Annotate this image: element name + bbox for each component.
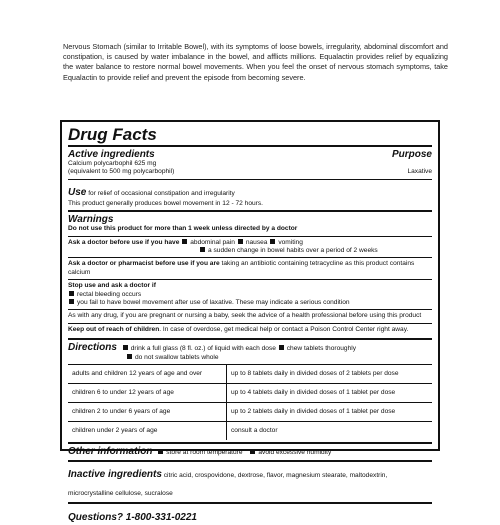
stop-use-block bbox=[68, 279, 432, 309]
keep-out-label: Keep out of reach of children bbox=[68, 325, 160, 333]
table-row bbox=[68, 384, 432, 403]
age-cell: children under 2 years of age bbox=[68, 422, 227, 441]
ask-pharmacist-block bbox=[68, 257, 432, 279]
ask-doctor-label: Ask a doctor before use if you have bbox=[68, 238, 180, 246]
use-text: for relief of occasional constipation and irregularity bbox=[86, 189, 235, 197]
ask-item: vomiting bbox=[278, 238, 303, 246]
directions-heading: Directions bbox=[68, 342, 117, 354]
bullet-icon bbox=[127, 354, 132, 359]
bullet-icon bbox=[200, 247, 205, 252]
stop-item: you fail to have bowel movement after use of laxative. These may indicate a serious condition bbox=[77, 299, 350, 307]
use-section bbox=[68, 180, 432, 212]
directions-section bbox=[68, 340, 432, 444]
dosage-table bbox=[68, 364, 432, 440]
ask-pharmacist-text: taking an antibiotic containing tetracycline as this product contains calcium bbox=[68, 260, 415, 276]
direction-item: drink a full glass (8 fl. oz.) of liquid with each dose bbox=[130, 345, 276, 353]
bullet-icon bbox=[123, 345, 128, 350]
pregnancy-warning: As with any drug, if you are pregnant or nursing a baby, seek the advice of a health professional before using this product bbox=[68, 309, 432, 322]
dose-cell: consult a doctor bbox=[227, 422, 433, 441]
purpose-value: Laxative bbox=[407, 168, 432, 176]
age-cell: adults and children 12 years of age and over bbox=[68, 365, 227, 384]
ask-item: abdominal pain bbox=[190, 238, 235, 246]
bullet-icon bbox=[69, 299, 74, 304]
bullet-icon bbox=[250, 449, 255, 454]
drug-facts-title: Drug Facts bbox=[68, 126, 432, 147]
other-information-heading: Other information bbox=[68, 446, 153, 458]
stop-item: rectal bleeding occurs bbox=[77, 290, 142, 298]
active-ingredients-section bbox=[68, 147, 432, 180]
dose-cell: up to 4 tablets daily in divided doses of 1 tablet per dose bbox=[227, 384, 433, 403]
bullet-icon bbox=[182, 239, 187, 244]
bullet-icon bbox=[279, 345, 284, 350]
age-cell: children 6 to under 12 years of age bbox=[68, 384, 227, 403]
other-item: avoid excessive humidity bbox=[258, 449, 332, 457]
use-text-2: This product generally produces bowel movement in 12 - 72 hours. bbox=[68, 199, 263, 207]
inactive-ingredients-heading: Inactive ingredients bbox=[68, 468, 162, 480]
ask-doctor-block bbox=[68, 236, 432, 258]
bullet-icon bbox=[238, 239, 243, 244]
ask-item: a sudden change in bowel habits over a period of 2 weeks bbox=[208, 247, 378, 255]
bullet-icon bbox=[69, 291, 74, 296]
drug-facts-panel bbox=[60, 120, 440, 523]
other-information-section bbox=[68, 444, 432, 461]
table-row bbox=[68, 403, 432, 422]
table-row bbox=[68, 422, 432, 441]
bullet-icon bbox=[270, 239, 275, 244]
purpose-heading: Purpose bbox=[391, 149, 432, 160]
inactive-ingredients-section bbox=[68, 462, 432, 504]
questions-line: Questions? 1-800-331-0221 bbox=[68, 511, 197, 523]
warnings-section bbox=[68, 212, 432, 340]
inactive-ingredients-text: citric acid, crospovidone, dextrose, flavor, magnesium stearate, maltodextrin, microcrystalline cellulose, sucralose bbox=[68, 471, 388, 497]
intro-paragraph: Nervous Stomach (similar to Irritable Bowel), with its symptoms of loose bowels, irregularity, abdominal discomfort and constipation, is caused by water imbalance in the bowel, and afflicts millions. Equalactin provides relief by equalizing the water balance to restore normal bowel movements. When you feel the onset of nervous stomach symptoms, take Equalactin to provide relief and prevent the episode from becoming severe. bbox=[63, 42, 448, 82]
active-ingredient-line: Calcium polycarbophil 625 mg bbox=[68, 160, 157, 167]
keep-out-text: . In case of overdose, get medical help or contact a Poison Control Center right away. bbox=[159, 325, 409, 333]
keep-out-block bbox=[68, 323, 432, 336]
active-ingredient-equivalent: (equivalent to 500 mg polycarbophil) bbox=[68, 168, 175, 176]
dose-cell: up to 8 tablets daily in divided doses of 2 tablets per dose bbox=[227, 365, 433, 384]
ask-item: nausea bbox=[245, 238, 268, 246]
direction-item: do not swallow tablets whole bbox=[135, 353, 219, 361]
age-cell: children 2 to under 6 years of age bbox=[68, 403, 227, 422]
table-row bbox=[68, 365, 432, 384]
do-not-use-text: Do not use this product for more than 1 week unless directed by a doctor bbox=[68, 225, 298, 233]
active-ingredients-heading: Active ingredients bbox=[68, 149, 155, 160]
other-item: store at room temperature bbox=[166, 449, 243, 457]
dose-cell: up to 2 tablets daily in divided doses of 1 tablet per dose bbox=[227, 403, 433, 422]
warnings-heading: Warnings bbox=[68, 214, 114, 226]
ask-pharmacist-label: Ask a doctor or pharmacist before use if you are bbox=[68, 260, 220, 268]
bullet-icon bbox=[158, 449, 163, 454]
use-heading: Use bbox=[68, 186, 87, 198]
direction-item: chew tablets thoroughly bbox=[286, 345, 357, 353]
stop-use-label: Stop use and ask a doctor if bbox=[68, 282, 156, 290]
